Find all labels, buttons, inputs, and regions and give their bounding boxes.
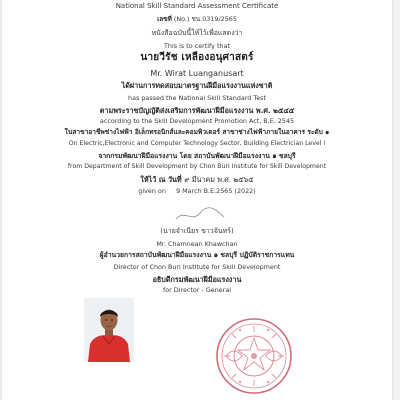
number-label: เลขที่ (157, 15, 172, 23)
given-th-label: ให้ไว้ ณ วันที่ (140, 175, 182, 184)
signatory-position-th: ผู้อำนวยการสถาบันพัฒนาฝีมือแรงงาน ๑ ชลบุรี ปฏิบัติราชการแทน (99, 251, 295, 259)
given-th (2, 176, 392, 183)
given-en (2, 188, 392, 194)
from-en: from Department of Skill Development by Chon Buri Institute for Skill Development (67, 163, 327, 170)
passed-en: has passed the National Skill Standard Test (128, 94, 266, 102)
branch-th: ในสาขาอาชีพช่างไฟฟ้า อิเล็กทรอนิกส์และคอมพิวเตอร์ สาขาช่างไฟฟ้าภายในอาคาร ระดับ ๑ (64, 128, 330, 136)
passed-th: ได้ผ่านการทดสอบมาตรฐานฝีมือแรงงานแห่งชาติ (121, 81, 273, 90)
official-seal-icon (214, 316, 294, 396)
holder-name-th: นายวีรัช เหลืองอนุศาสตร์ (140, 52, 254, 63)
given-th-date: ๙ มีนาคม พ.ศ. ๒๕๖๕ (184, 175, 254, 184)
act-th: ตามพระราชบัญญัติส่งเสริมการพัฒนาฝีมือแรงงาน พ.ศ. ๒๕๔๕ (99, 106, 295, 115)
signature-mark (170, 205, 230, 225)
certificate-number (2, 16, 392, 22)
intro-en: This is to certify that (164, 42, 230, 50)
branch-en: On Electric,Electronic and Computer Technology Sector, Building Electrician Level I (68, 140, 326, 147)
number-value: (No.) ชน.0319/2565 (173, 15, 237, 23)
certificate-page (2, 0, 392, 400)
holder-name-en: Mr. Wirat Luanganusart (150, 69, 244, 78)
portrait-icon (84, 298, 134, 362)
intro-th: หนังสือฉบับนี้ให้ไว้เพื่อแสดงว่า (151, 29, 243, 37)
act-en: according to the Skill Development Promotion Act, B.E. 2545 (99, 117, 295, 125)
signatory-name-en: Mr. Chamnean Khawchan (156, 240, 238, 248)
signatory-position-en: Director of Chon Buri Institute for Skill Development (113, 263, 281, 271)
from-th: จากกรมพัฒนาฝีมือแรงงาน โดย สถาบันพัฒนาฝีมือแรงงาน ๑ ชลบุรี (98, 152, 296, 160)
certificate-title: National Skill Standard Assessment Certificate (115, 2, 279, 10)
on-behalf-en: for Director - General (162, 286, 232, 294)
holder-photo (84, 298, 134, 362)
on-behalf-th: อธิบดีกรมพัฒนาฝีมือแรงงาน (152, 275, 242, 284)
signatory-name-th: (นายจำเนียร ขาวจันทร์) (160, 227, 234, 235)
given-en-label: given on (138, 187, 166, 195)
given-en-date: 9 March B.E.2565 (2022) (176, 187, 256, 195)
